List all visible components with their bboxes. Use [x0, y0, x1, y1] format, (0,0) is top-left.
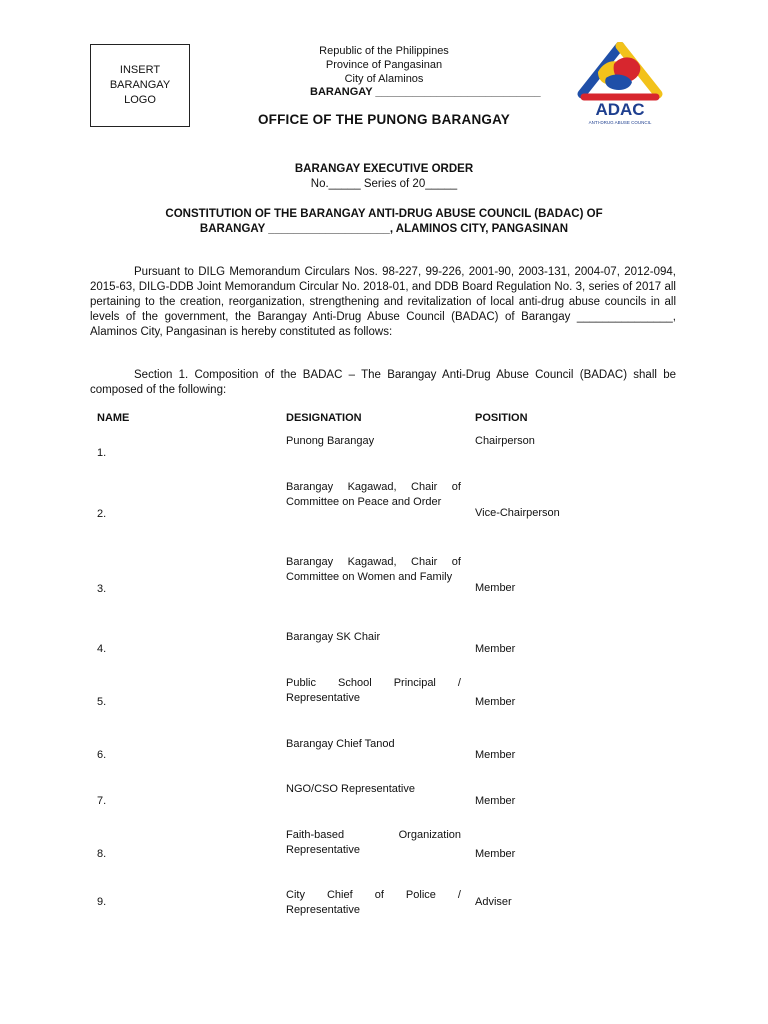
- header-city: City of Alaminos: [344, 73, 424, 85]
- header-barangay-line: BARANGAY ___________________________: [310, 86, 541, 98]
- row-designation: Barangay Kagawad, Chair of Committee on Peace and Order: [286, 481, 461, 508]
- row-number: 8.: [97, 848, 107, 860]
- row-position: Adviser: [475, 896, 512, 908]
- row-number: 2.: [97, 508, 107, 520]
- logo-placeholder-line1: INSERT: [119, 64, 161, 76]
- row-designation: Barangay SK Chair: [286, 631, 381, 643]
- row-position: Member: [475, 696, 516, 708]
- row-position: Member: [475, 643, 516, 655]
- row-number: 6.: [97, 749, 107, 761]
- row-designation: City Chief of Police / Representative: [286, 889, 461, 916]
- logo-placeholder-line3: LOGO: [124, 94, 156, 106]
- adac-logo-subtext: ANTI-DRUG ABUSE COUNCIL: [588, 120, 652, 125]
- office-title: OFFICE OF THE PUNONG BARANGAY: [257, 112, 511, 127]
- table-header-designation: DESIGNATION: [286, 412, 362, 424]
- row-designation: NGO/CSO Representative: [286, 783, 415, 795]
- row-position: Member: [475, 848, 516, 860]
- header-republic: Republic of the Philippines: [319, 45, 449, 57]
- order-subject-line2: BARANGAY ___________________, ALAMINOS CITY, PANGASINAN: [199, 223, 569, 235]
- order-number-line: No._____ Series of 20_____: [310, 178, 458, 190]
- row-position: Member: [475, 795, 516, 807]
- section1-paragraph: Section 1. Composition of the BADAC – The Barangay Anti-Drug Abuse Council (BADAC) shall be composed of the following:: [90, 369, 676, 396]
- preamble-paragraph: Pursuant to DILG Memorandum Circulars Nos. 98-227, 99-226, 2001-90, 2003-131, 2004-07, 2012-094, 2015-63, DILG-DDB Joint Memorandum Circular No. 2018-01, and DDB Board Regulation No. 3, series of 2017 all pertaining to the creation, reorganization, strengthening and revitalization of local anti-drug abuse councils in all levels of the government, the Barangay Anti-Drug Abuse Council (BADAC) of Barangay _______________, Alaminos City, Pangasinan is hereby constituted as follows:: [90, 266, 676, 338]
- row-number: 3.: [97, 583, 107, 595]
- order-title: BARANGAY EXECUTIVE ORDER: [294, 163, 474, 175]
- row-position: Member: [475, 749, 516, 761]
- row-designation: Barangay Kagawad, Chair of Committee on Women and Family: [286, 556, 461, 583]
- row-designation: Faith-based Organization Representative: [286, 829, 461, 856]
- row-position: Chairperson: [475, 435, 535, 447]
- row-number: 9.: [97, 896, 107, 908]
- row-designation: Punong Barangay: [286, 435, 375, 447]
- adac-logo: [570, 42, 670, 128]
- row-number: 5.: [97, 696, 107, 708]
- table-header-position: POSITION: [475, 412, 528, 424]
- row-number: 4.: [97, 643, 107, 655]
- row-position: Member: [475, 582, 516, 594]
- order-subject-line1: CONSTITUTION OF THE BARANGAY ANTI-DRUG ABUSE COUNCIL (BADAC) OF: [165, 208, 603, 220]
- row-number: 1.: [97, 447, 107, 459]
- row-position: Vice-Chairperson: [475, 507, 560, 519]
- logo-placeholder-line2: BARANGAY: [109, 79, 171, 91]
- row-designation: Barangay Chief Tanod: [286, 738, 395, 750]
- header-province: Province of Pangasinan: [325, 59, 443, 71]
- row-designation: Public School Principal / Representative: [286, 677, 461, 704]
- table-header-name: NAME: [97, 412, 130, 424]
- row-number: 7.: [97, 795, 107, 807]
- adac-logo-text: ADAC: [595, 100, 645, 119]
